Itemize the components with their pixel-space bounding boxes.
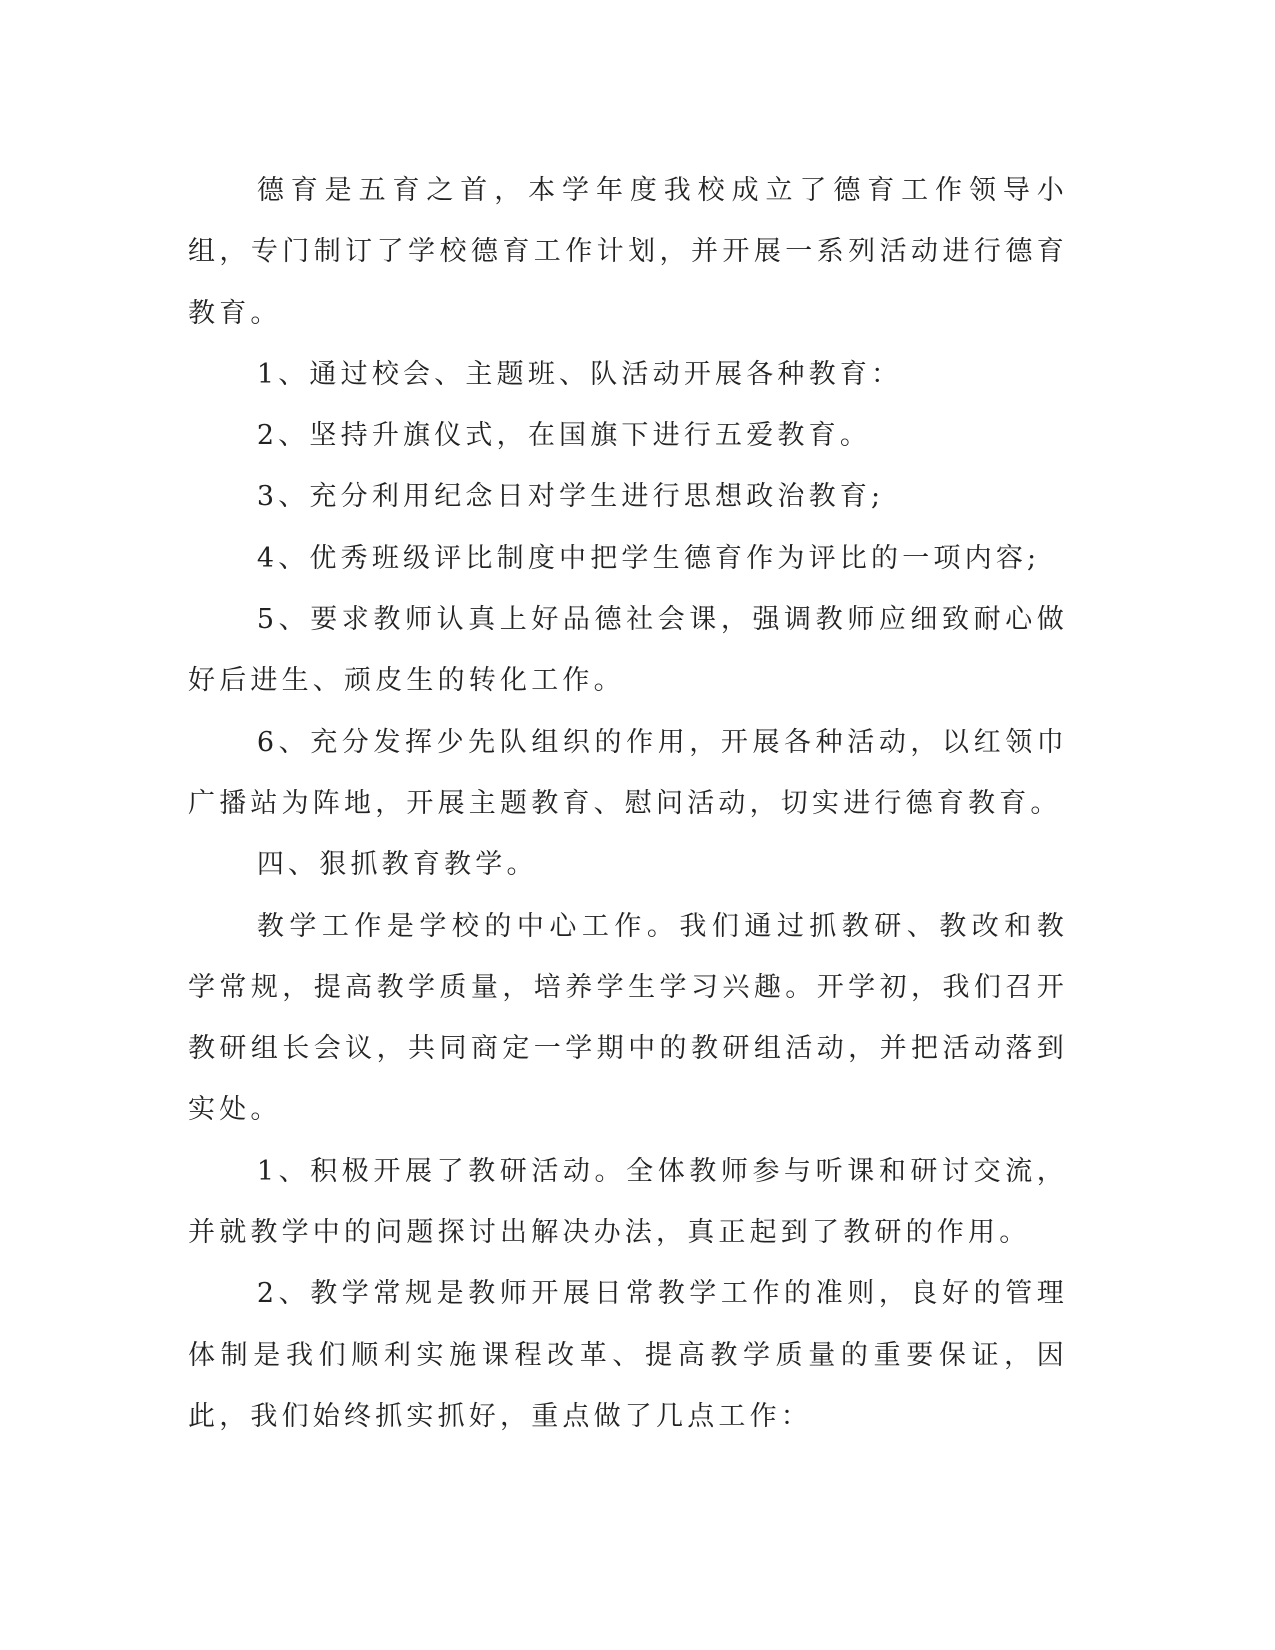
paragraph-item-3-memorial-days: 3、充分利用纪念日对学生进行思想政治教育;: [256, 481, 885, 513]
section-heading-teaching: 四、狠抓教育教学。: [256, 849, 538, 881]
paragraph-item-2-flag-ceremony: 2、坚持升旗仪式，在国旗下进行五爱教育。: [256, 420, 872, 452]
document-body: [188, 160, 1068, 1447]
paragraph-teaching-item-1-research: 1、积极开展了教研活动。全体教师参与听课和研讨交流，并就教学中的问题探讨出解决办法，真正起到了教研的作用。: [188, 1155, 1068, 1249]
paragraph-teaching-item-2-routine: 2、教学常规是教师开展日常教学工作的准则，良好的管理体制是我们顺利实施课程改革、提高教学质量的重要保证，因此，我们始终抓实抓好，重点做了几点工作：: [188, 1278, 1068, 1432]
paragraph-moral-education-intro: 德育是五育之首，本学年度我校成立了德育工作领导小组，专门制订了学校德育工作计划，并开展一系列活动进行德育教育。: [188, 175, 1068, 329]
paragraph-teaching-intro: 教学工作是学校的中心工作。我们通过抓教研、教改和教学常规，提高教学质量，培养学生学习兴趣。开学初，我们召开教研组长会议，共同商定一学期中的教研组活动，并把活动落到实处。: [188, 910, 1068, 1126]
paragraph-item-4-class-evaluation: 4、优秀班级评比制度中把学生德育作为评比的一项内容;: [256, 542, 1041, 574]
paragraph-item-1-school-assembly: 1、通过校会、主题班、队活动开展各种教育：: [256, 358, 903, 390]
paragraph-item-6-young-pioneers: 6、充分发挥少先队组织的作用，开展各种活动，以红领巾广播站为阵地，开展主题教育、慰问活动，切实进行德育教育。: [188, 726, 1068, 819]
paragraph-item-5-teacher-requirements: 5、要求教师认真上好品德社会课，强调教师应细致耐心做好后进生、顽皮生的转化工作。: [188, 604, 1068, 697]
